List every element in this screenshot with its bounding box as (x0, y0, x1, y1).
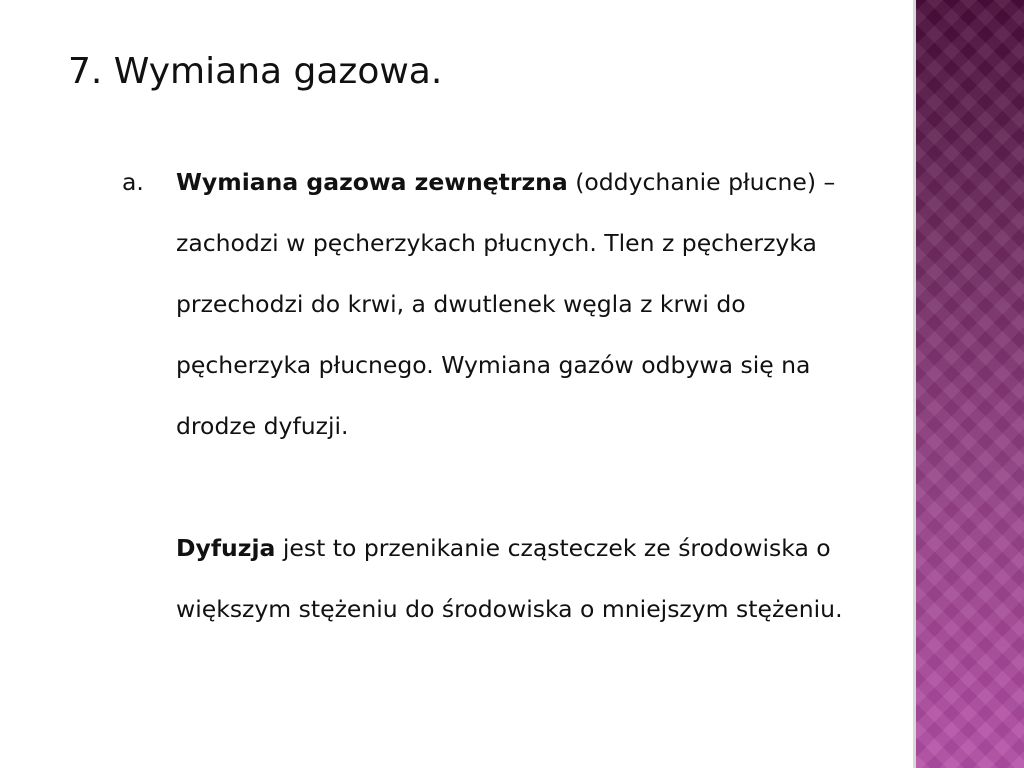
term-diffusion: Dyfuzja (176, 534, 276, 562)
term-diffusion-rest: jest to przenikanie cząsteczek ze środowiska o (275, 534, 831, 562)
definition-line-2: większym stężeniu do środowiska o mniejszym stężeniu. (176, 595, 843, 623)
text-line-1 (176, 152, 946, 213)
list-item-a (122, 152, 962, 457)
list-item-text (176, 152, 946, 457)
list-marker: a. (122, 168, 144, 196)
slide-title: 7. Wymiana gazowa. (68, 51, 443, 92)
slide-body (122, 152, 962, 640)
term-gas-exchange: Wymiana gazowa zewnętrzna (176, 168, 568, 196)
definition-paragraph (122, 518, 962, 640)
paragraph-spacer (122, 457, 962, 518)
term-gas-exchange-rest: (oddychanie płucne) – (567, 168, 836, 196)
text-line-4: pęcherzyka płucnego. Wymiana gazów odbywa się na (176, 351, 811, 379)
text-line-3: przechodzi do krwi, a dwutlenek węgla z krwi do (176, 290, 746, 318)
definition-line-1 (176, 518, 962, 579)
text-line-2: zachodzi w pęcherzykach płucnych. Tlen z pęcherzyka (176, 229, 817, 257)
text-line-5: drodze dyfuzji. (176, 412, 349, 440)
